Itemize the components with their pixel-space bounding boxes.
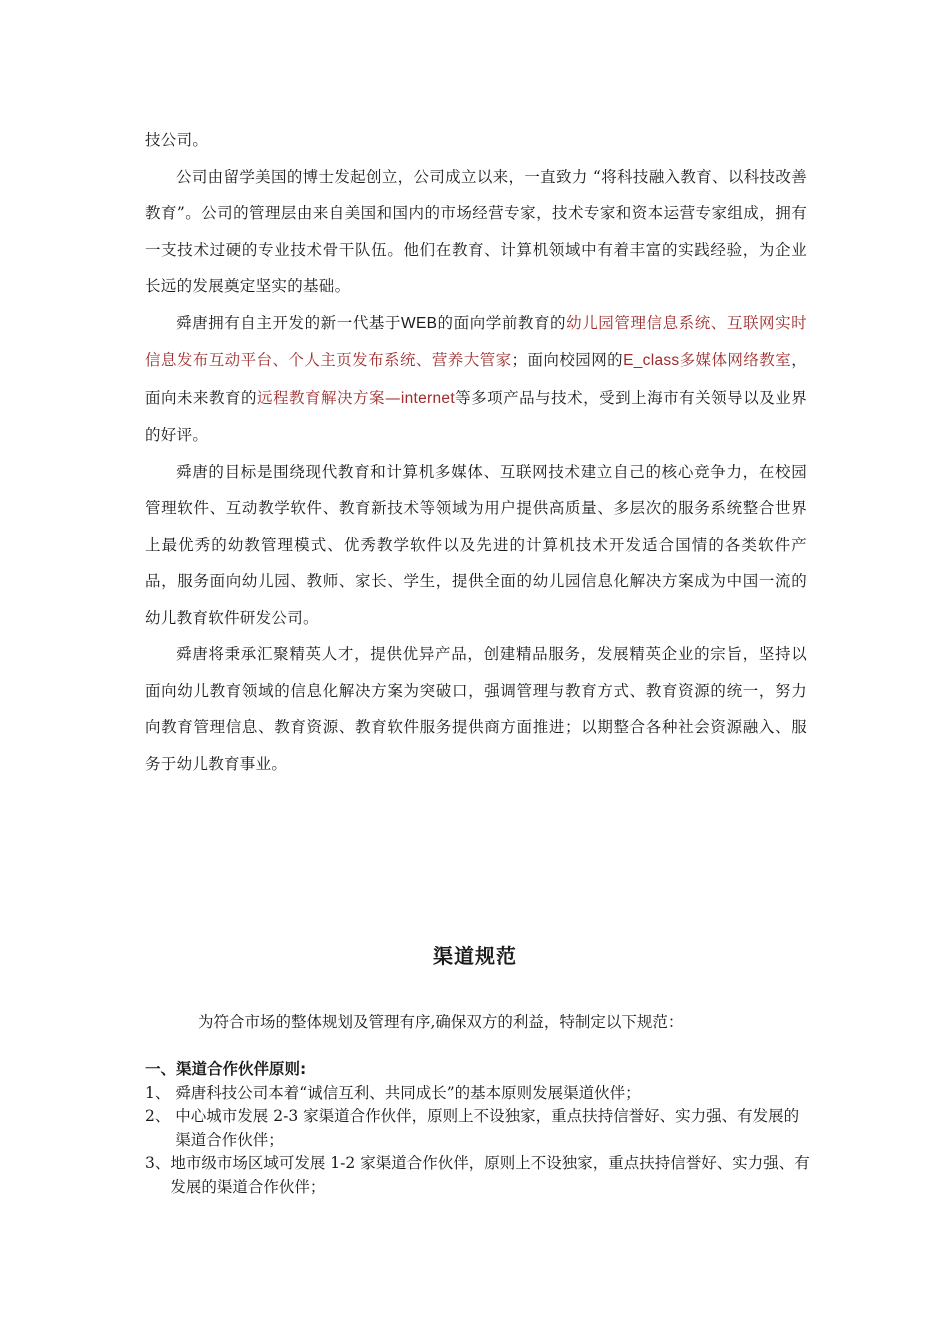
highlight-multimedia-classroom: 多媒体网络教室 — [679, 351, 792, 369]
channel-section-1 — [145, 1058, 810, 1199]
highlight-internet: internet — [400, 389, 455, 407]
products-text-1: 舜唐拥有自主开发的新一代基于 — [176, 313, 402, 332]
products-text-5: 等多项产品与技术，受到上海市有关领导以及业界的好评。 — [145, 388, 807, 444]
rule-number: 2、 — [145, 1107, 176, 1125]
rule-text: 舜唐科技公司本着“诚信互利、共同成长”的基本原则发展渠道伙伴； — [175, 1083, 641, 1102]
section-heading: 一、渠道合作伙伴原则: — [145, 1060, 307, 1078]
paragraph-mission: 舜唐将秉承汇聚精英人才，提供优异产品，创建精品服务，发展精英企业的宗旨，坚持以面向幼儿教育领域的信息化解决方案为突破口，强调管理与教育方式、教育资源的统一，努力向教育管理信息、教育资源、教育软件服务提供商方面推进；以期整合各种社会资源融入、服务于幼儿教育事业。 — [145, 645, 807, 773]
rule-number: 3、 — [145, 1154, 171, 1172]
channel-intro: 为符合市场的整体规划及管理有序,确保双方的利益，特制定以下规范： — [198, 1013, 684, 1031]
products-web: WEB — [401, 314, 438, 332]
channel-title: 渠道规范 — [433, 944, 517, 968]
rule-number: 1、 — [145, 1083, 176, 1102]
products-text-2: 的面向学前教育的 — [437, 313, 567, 332]
rule-text: 地市级市场区域可发展 1-2 家渠道合作伙伴，原则上不设独家，重点扶持信誉好、实力强、有发展的渠道合作伙伴； — [170, 1154, 810, 1196]
products-text-3: ；面向校园网的 — [511, 351, 624, 369]
highlight-eclass: E_class — [623, 352, 680, 369]
paragraph-continuation: 技公司。 — [145, 131, 209, 149]
rule-text: 中心城市发展 2-3 家渠道合作伙伴，原则上不设独家，重点扶持信誉好、实力强、有发展的渠道合作伙伴； — [175, 1107, 800, 1149]
company-intro-body — [145, 122, 807, 782]
paragraph-company-founding: 公司由留学美国的博士发起创立，公司成立以来，一直致力 “将科技融入教育、以科技改善教育”。公司的管理层由来自美国和国内的市场经营专家，技术专家和资本运营专家组成，拥有一支技术过硬的专业技术骨干队伍。他们在教育、计算机领域中有着丰富的实践经验，为企业长远的发展奠定坚实的基础。 — [145, 167, 807, 295]
products-text-4: ，面向未来教育的 — [145, 351, 807, 407]
rule-item — [145, 1152, 810, 1199]
highlight-remote-education: 远程教育解决方案— — [257, 388, 401, 407]
highlight-kindergarten-products: 幼儿园管理信息系统、互联网实时信息发布互动平台、个人主页发布系统、营养大管家 — [145, 313, 807, 369]
rule-item — [145, 1105, 810, 1152]
paragraph-goals: 舜唐的目标是围绕现代教育和计算机多媒体、互联网技术建立自己的核心竞争力，在校园管理软件、互动教学软件、教育新技术等领域为用户提供高质量、多层次的服务系统整合世界上最优秀的幼教管理模式、优秀教学软件以及先进的计算机技术开发适合国情的各类软件产品，服务面向幼儿园、教师、家长、学生，提供全面的幼儿园信息化解决方案成为中国一流的幼儿教育软件研发公司。 — [145, 462, 807, 627]
paragraph-products — [145, 305, 807, 454]
rule-item — [145, 1082, 810, 1106]
